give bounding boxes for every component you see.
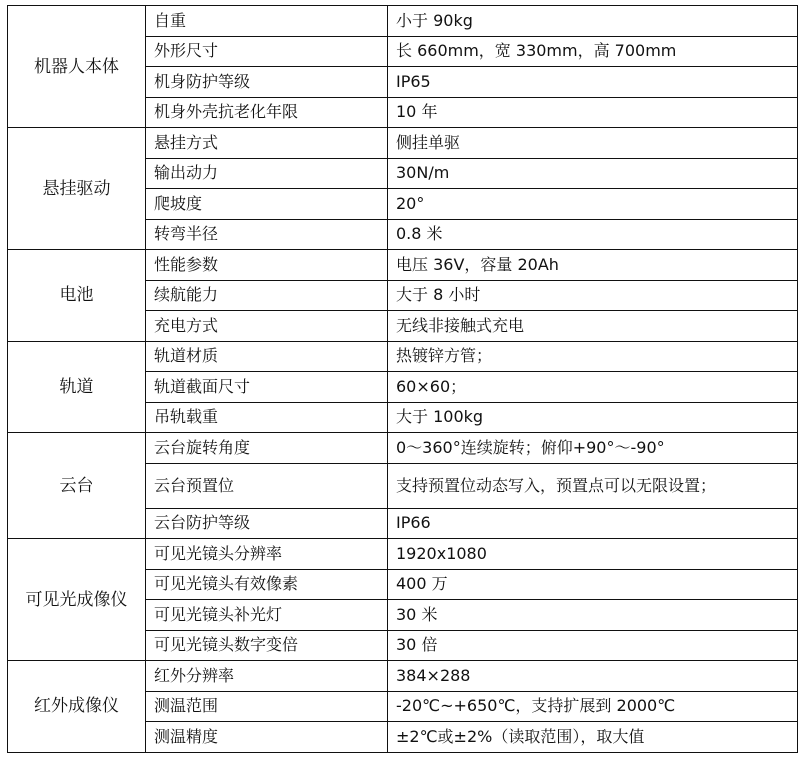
param-label: 轨道材质	[146, 341, 388, 372]
param-label: 测温范围	[146, 691, 388, 722]
param-value: ±2℃或±2%（读取范围），取大值	[388, 722, 798, 753]
param-value: 0～360°连续旋转；俯仰+90°～-90°	[388, 433, 798, 464]
param-label: 机身防护等级	[146, 67, 388, 98]
group-cell: 红外成像仪	[8, 661, 146, 753]
param-label: 云台防护等级	[146, 508, 388, 539]
param-value: IP66	[388, 508, 798, 539]
param-label: 可见光镜头数字变倍	[146, 630, 388, 661]
spec-table	[7, 5, 798, 753]
spec-sheet	[7, 5, 798, 753]
param-value: 0.8 米	[388, 219, 798, 250]
param-label: 轨道截面尺寸	[146, 372, 388, 403]
param-value: 20°	[388, 189, 798, 220]
param-value: 60×60；	[388, 372, 798, 403]
param-value: 支持预置位动态写入，预置点可以无限设置；	[388, 463, 798, 508]
param-label: 转弯半径	[146, 219, 388, 250]
group-cell: 机器人本体	[8, 6, 146, 128]
table-row	[8, 250, 798, 281]
table-row	[8, 433, 798, 464]
param-value: 热镀锌方管；	[388, 341, 798, 372]
param-value: 1920x1080	[388, 539, 798, 570]
param-label: 吊轨载重	[146, 402, 388, 433]
table-row	[8, 128, 798, 159]
param-label: 机身外壳抗老化年限	[146, 97, 388, 128]
param-label: 悬挂方式	[146, 128, 388, 159]
group-cell: 悬挂驱动	[8, 128, 146, 250]
param-label: 红外分辨率	[146, 661, 388, 692]
param-label: 外形尺寸	[146, 36, 388, 67]
group-cell: 电池	[8, 250, 146, 342]
group-cell: 轨道	[8, 341, 146, 433]
param-label: 测温精度	[146, 722, 388, 753]
param-value: 30N/m	[388, 158, 798, 189]
table-row	[8, 6, 798, 37]
param-label: 充电方式	[146, 311, 388, 342]
param-label: 云台预置位	[146, 463, 388, 508]
table-row	[8, 661, 798, 692]
param-label: 可见光镜头分辨率	[146, 539, 388, 570]
param-label: 可见光镜头补光灯	[146, 600, 388, 631]
param-label: 自重	[146, 6, 388, 37]
param-value: IP65	[388, 67, 798, 98]
group-cell: 云台	[8, 433, 146, 539]
param-value: 10 年	[388, 97, 798, 128]
param-value: 大于 8 小时	[388, 280, 798, 311]
param-value: 30 米	[388, 600, 798, 631]
param-value: 长 660mm，宽 330mm，高 700mm	[388, 36, 798, 67]
param-label: 性能参数	[146, 250, 388, 281]
param-value: 30 倍	[388, 630, 798, 661]
param-value: 小于 90kg	[388, 6, 798, 37]
param-value: 侧挂单驱	[388, 128, 798, 159]
group-cell: 可见光成像仪	[8, 539, 146, 661]
param-value: 电压 36V，容量 20Ah	[388, 250, 798, 281]
param-value: 384×288	[388, 661, 798, 692]
param-value: 无线非接触式充电	[388, 311, 798, 342]
table-row	[8, 341, 798, 372]
table-row	[8, 539, 798, 570]
param-label: 续航能力	[146, 280, 388, 311]
param-label: 云台旋转角度	[146, 433, 388, 464]
param-label: 可见光镜头有效像素	[146, 569, 388, 600]
param-value: -20℃~+650℃，支持扩展到 2000℃	[388, 691, 798, 722]
param-value: 400 万	[388, 569, 798, 600]
param-label: 爬坡度	[146, 189, 388, 220]
param-label: 输出动力	[146, 158, 388, 189]
param-value: 大于 100kg	[388, 402, 798, 433]
